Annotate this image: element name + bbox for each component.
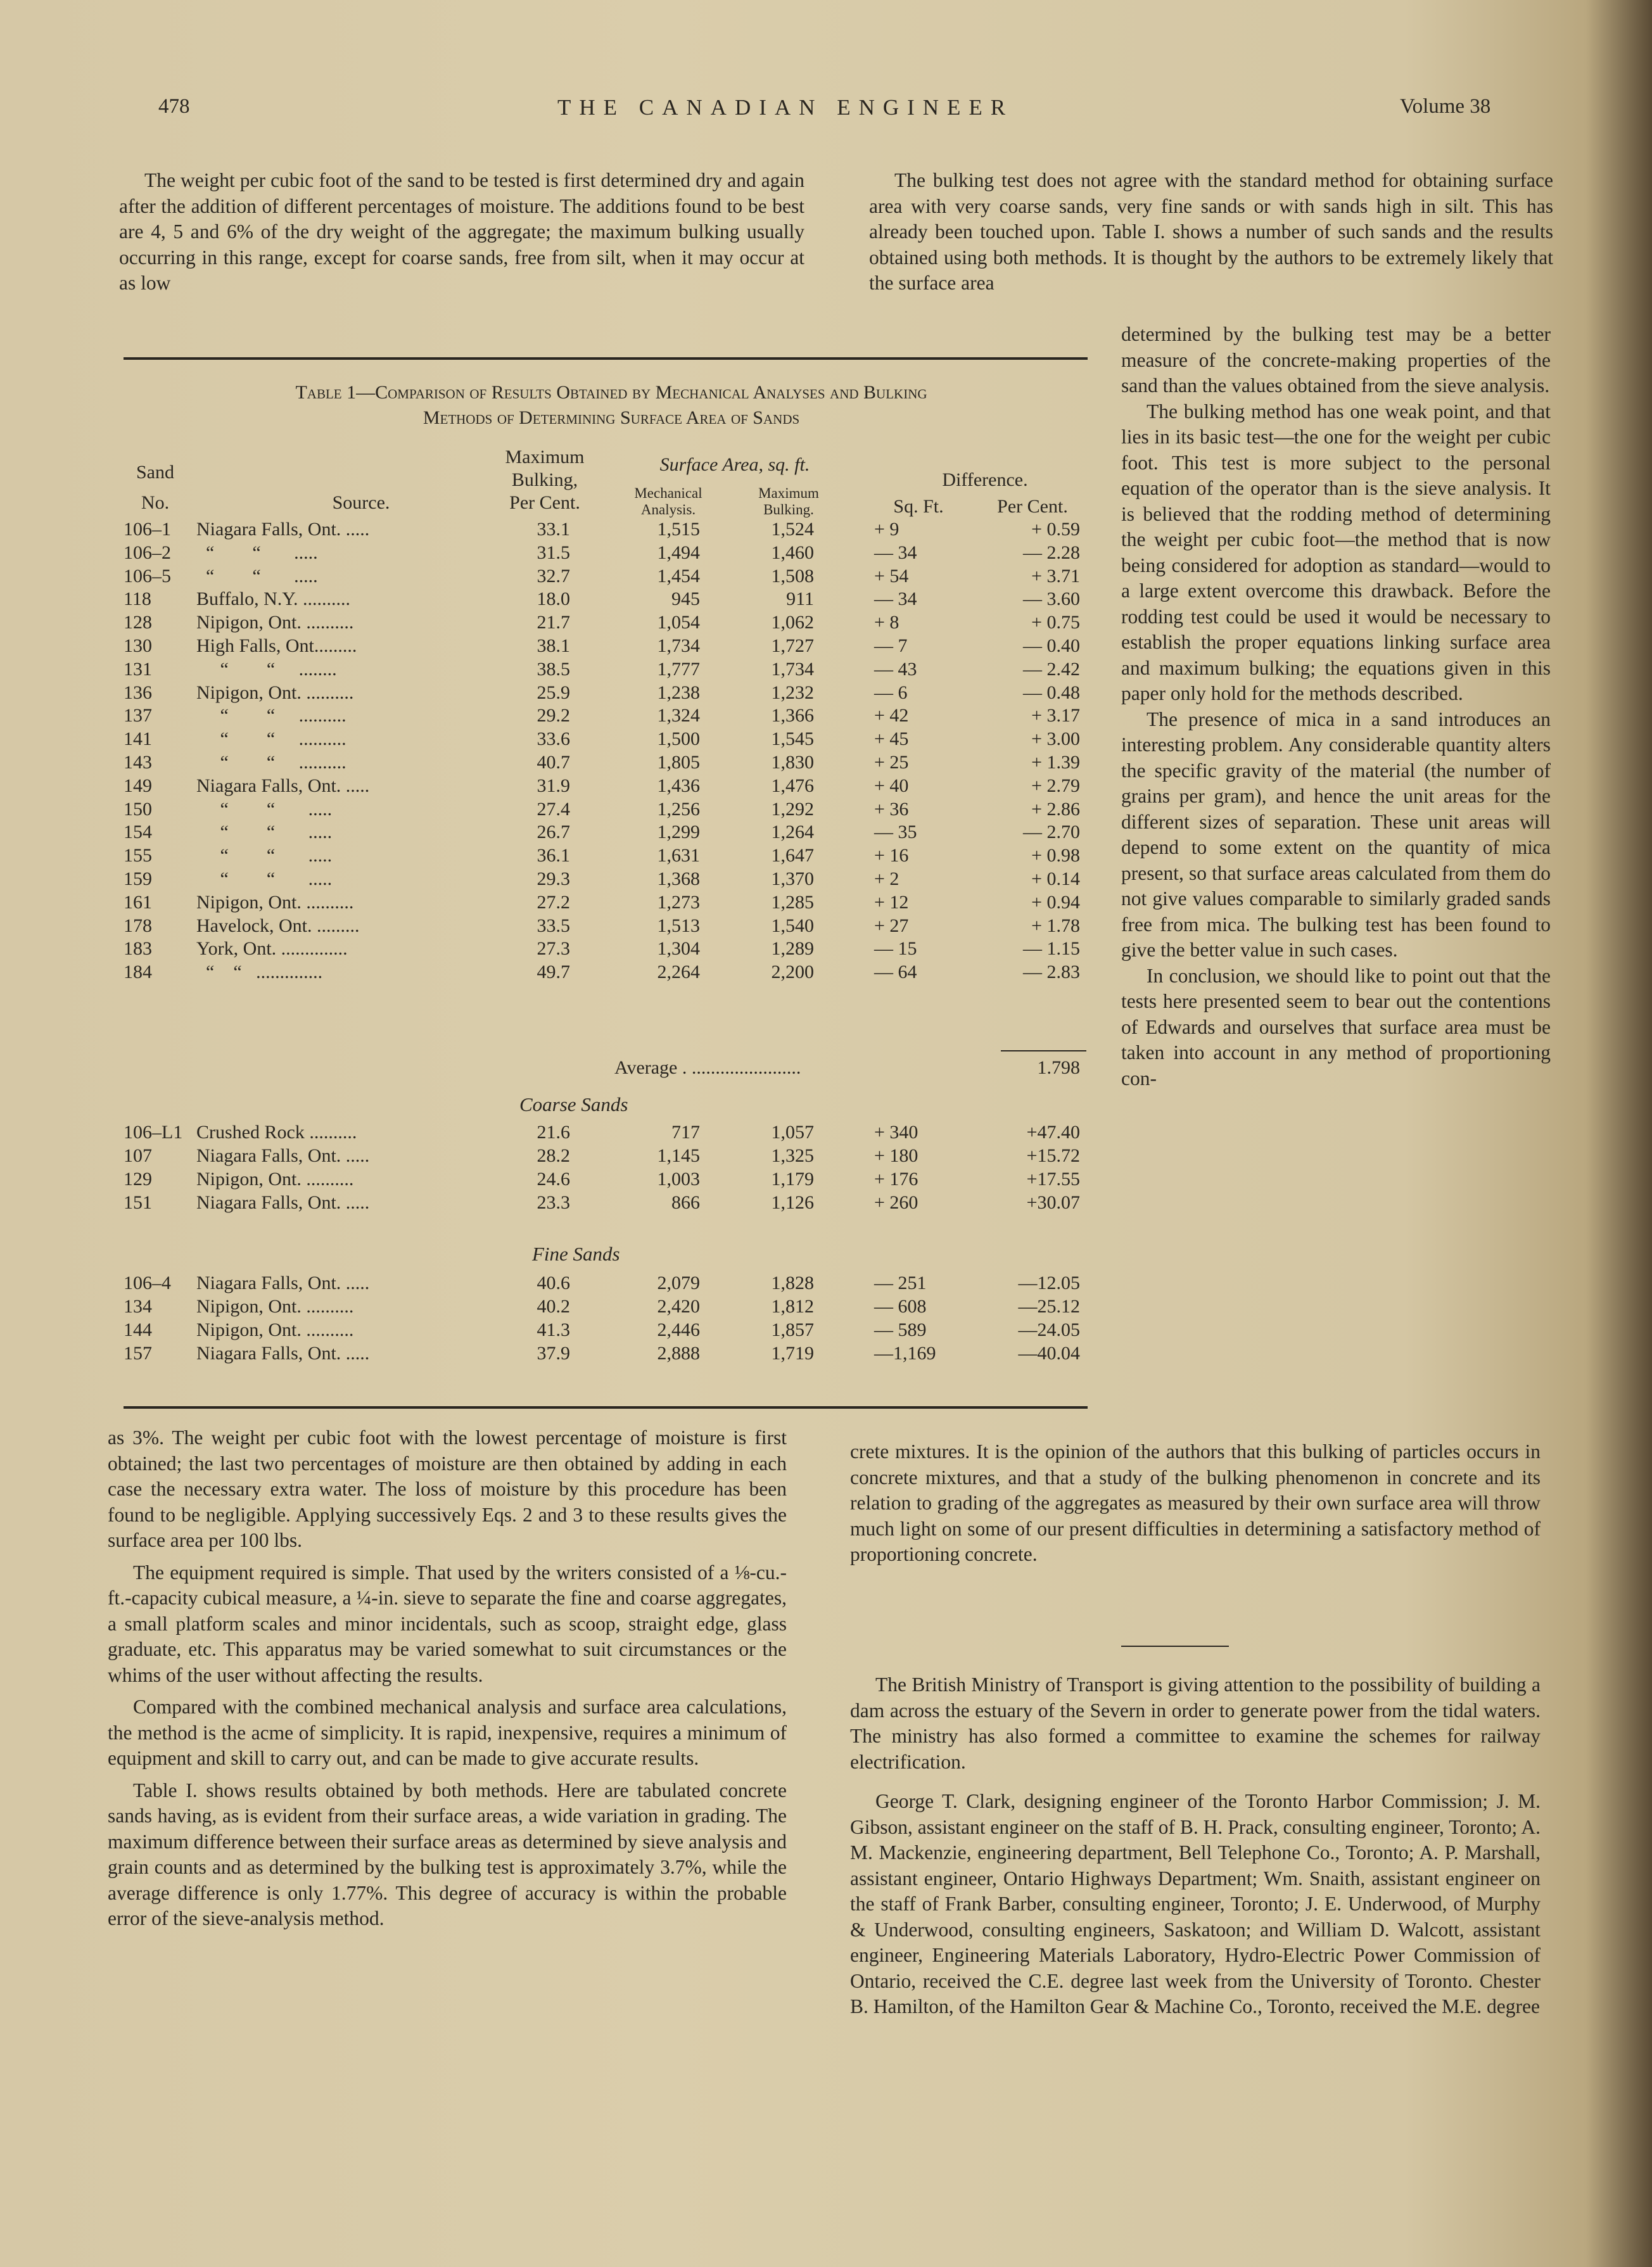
col-header-max1: Maximum <box>505 447 585 467</box>
cell-max-bulking-area: 1,812 <box>771 1296 814 1317</box>
cell-max-bulking: 38.5 <box>537 658 570 680</box>
cell-diff-sqft: — 35 <box>874 822 917 843</box>
cell-diff-sqft: — 589 <box>874 1319 927 1340</box>
col-header-mech1: Mechanical <box>634 485 702 501</box>
table-title-line2: Methods of Determining Surface Area of Sands <box>423 407 800 428</box>
col-header-pct: Per Cent. <box>997 496 1068 517</box>
cell-max-bulking-area: 1,828 <box>771 1273 814 1293</box>
cell-diff-pct: + 0.94 <box>1031 891 1080 913</box>
cell-max-bulking: 33.1 <box>537 519 570 540</box>
cell-max-bulking-area: 911 <box>786 588 814 610</box>
cell-max-bulking: 31.9 <box>537 775 570 796</box>
right-top-paragraph: The bulking test does not agree with the standard method for obtaining surface area with very coarse sands, very fine sands or with sands high in silt. This has already been touched upon. Table I. shows a number of such sands and the results obtained using both methods. It is thought by the authors to be extremely likely that the surface area <box>869 169 1553 294</box>
cell-diff-sqft: + 36 <box>874 798 909 820</box>
cell-mech-analysis: 2,264 <box>657 962 700 983</box>
cell-max-bulking: 29.2 <box>537 705 570 727</box>
cell-mech-analysis: 2,079 <box>657 1273 700 1293</box>
cell-max-bulking-area: 1,325 <box>771 1145 814 1166</box>
cell-max-bulking-area: 1,719 <box>771 1343 814 1364</box>
table-top-rule <box>124 357 1088 360</box>
cell-max-bulking: 36.1 <box>537 845 570 867</box>
news-paragraph-2: George T. Clark, designing engineer of the Toronto Harbor Commission; J. M. Gibson, assistant engineer on the staff of B. H. Prack, consulting engineer, Toronto; A. M. Mackenzie, engineering department, Bell Telephone Co., Toronto; A. P. Marshall, assistant engineer, Ontario Highways Department; Wm. Snaith, assistant engineer on the staff of Frank Barber, consulting engineer, Toronto; J. E. Underwood, of Murphy & Underwood, consulting engineers, Saskatoon; and William D. Walcott, assistant engineer, Engineering Materials Laboratory, Hydro-Electric Power Commission of Ontario, received the C.E. degree last week from the University of Toronto. Chester B. Hamilton, of the Hamilton Gear & Machine Co., Toronto, received the M.E. degree <box>850 1790 1541 2017</box>
cell-source: Nipigon, Ont. .......... <box>196 612 354 633</box>
fine-sands-label: Fine Sands <box>532 1243 620 1265</box>
cell-max-bulking: 41.3 <box>537 1319 570 1340</box>
cell-sand-no: 151 <box>124 1192 152 1213</box>
cell-sand-no: 159 <box>124 868 152 889</box>
cell-max-bulking-area: 1,264 <box>771 822 814 843</box>
cell-source: Nipigon, Ont. .......... <box>196 891 354 913</box>
cell-sand-no: 144 <box>124 1319 152 1340</box>
cell-source: “ “ .......... <box>196 752 346 773</box>
cell-mech-analysis: 1,368 <box>657 868 700 889</box>
cell-diff-pct: + 2.79 <box>1031 775 1080 796</box>
cell-sand-no: 143 <box>124 752 152 773</box>
col-header-no: No. <box>141 492 170 513</box>
cell-source: “ “ .............. <box>196 962 323 983</box>
cell-diff-sqft: — 608 <box>874 1296 927 1317</box>
cell-diff-pct: +17.55 <box>1026 1169 1080 1190</box>
right-bottom-paragraph: crete mixtures. It is the opinion of the authors that this bulking of particles occurs in concrete mixtures, and that a study of the bulking phenomenon in concrete and its relation to grading of the aggregates as measured by their own surface area will throw much light on some of our present difficulties in determining a satisfactory method of proportioning concrete. <box>850 1440 1541 1565</box>
cell-source: York, Ont. .............. <box>196 938 348 960</box>
cell-source: “ “ ..... <box>196 822 333 843</box>
left-top-paragraph: The weight per cubic foot of the sand to be tested is first determined dry and again after the addition of different percentages of moisture. The additions found to be best are 4, 5 and 6% of the dry weight of the aggregate; the maximum bulking usually occurring in this range, except for coarse sands, free from silt, when it may occur at as low <box>119 169 804 294</box>
cell-sand-no: 107 <box>124 1145 152 1166</box>
right-paragraph-1: determined by the bulking test may be a better measure of the concrete-making properties of the sand than the values obtained from the sieve analysis. <box>1121 323 1551 397</box>
cell-max-bulking: 26.7 <box>537 822 570 843</box>
cell-diff-pct: + 0.59 <box>1031 519 1080 540</box>
cell-max-bulking-area: 1,508 <box>771 565 814 587</box>
col-header-sand: Sand <box>136 462 174 483</box>
cell-diff-sqft: — 6 <box>874 682 908 703</box>
cell-diff-sqft: — 34 <box>874 588 917 610</box>
cell-max-bulking: 32.7 <box>537 565 570 587</box>
col-header-difference: Difference. <box>942 469 1028 490</box>
cell-diff-pct: +15.72 <box>1026 1145 1080 1166</box>
cell-source: “ “ ..... <box>196 868 333 889</box>
col-header-max3: Per Cent. <box>509 492 580 513</box>
cell-diff-pct: + 2.86 <box>1031 798 1080 820</box>
right-paragraph-4: In conclusion, we should like to point out that the tests here presented seem to bear out the contentions of Edwards and ourselves that surface area must be taken into account in any method of proportioning con- <box>1121 964 1551 1089</box>
cell-source: “ “ ..... <box>196 845 333 867</box>
cell-mech-analysis: 2,420 <box>657 1296 700 1317</box>
cell-diff-sqft: + 260 <box>874 1192 918 1213</box>
cell-diff-pct: —40.04 <box>1018 1343 1080 1364</box>
cell-diff-pct: —12.05 <box>1018 1273 1080 1293</box>
cell-diff-pct: — 1.15 <box>1023 938 1080 960</box>
cell-mech-analysis: 2,888 <box>657 1343 700 1364</box>
col-header-mech2: Analysis. <box>640 502 696 518</box>
cell-mech-analysis: 1,054 <box>657 612 700 633</box>
cell-sand-no: 134 <box>124 1296 152 1317</box>
cell-source: High Falls, Ont......... <box>196 635 357 656</box>
cell-source: “ “ ..... <box>196 798 333 820</box>
cell-sand-no: 106–1 <box>124 519 171 540</box>
cell-max-bulking-area: 1,366 <box>771 705 814 727</box>
cell-max-bulking: 25.9 <box>537 682 570 703</box>
cell-max-bulking-area: 1,476 <box>771 775 814 796</box>
cell-diff-pct: — 2.28 <box>1023 542 1080 563</box>
cell-source: Nipigon, Ont. .......... <box>196 682 354 703</box>
cell-max-bulking: 49.7 <box>537 962 570 983</box>
cell-max-bulking: 33.6 <box>537 728 570 750</box>
cell-diff-pct: + 3.17 <box>1031 705 1080 727</box>
cell-mech-analysis: 1,436 <box>657 775 700 796</box>
cell-mech-analysis: 1,273 <box>657 891 700 913</box>
cell-diff-sqft: — 43 <box>874 658 917 680</box>
cell-source: Niagara Falls, Ont. ..... <box>196 1145 370 1166</box>
cell-max-bulking-area: 2,200 <box>771 962 814 983</box>
cell-source: Nipigon, Ont. .......... <box>196 1296 354 1317</box>
cell-sand-no: 154 <box>124 822 152 843</box>
cell-diff-sqft: + 12 <box>874 891 909 913</box>
cell-sand-no: 157 <box>124 1343 152 1364</box>
right-paragraph-2: The bulking method has one weak point, and that lies in its basic test—the one for the weight per cubic foot. This test is more subject to the personal equation of the operator than is the sieve analysis. It is believed that the rodding method of determining the weight per cubic foot—the method that is now being considered for adoption as standard—would to a large extent overcome this drawback. Before the rodding test could be used it would be necessary to establish the proper equations linking surface area and maximum bulking; the equations given in this paper only hold for the methods described. <box>1121 400 1551 704</box>
cell-mech-analysis: 1,631 <box>657 845 700 867</box>
cell-diff-pct: +47.40 <box>1026 1122 1080 1143</box>
average-value: 1.798 <box>1037 1057 1080 1078</box>
cell-diff-pct: — 2.83 <box>1023 962 1080 983</box>
left-bottom-paragraph-4: Table I. shows results obtained by both methods. Here are tabulated concrete sands having, as is evident from their surface areas, a wide variation in grading. The maximum difference between their surface areas as determined by sieve analysis and grain counts and as determined by the bulking test is approximately 3.7%, while the average difference is only 1.77%. This degree of accuracy is within the probable error of the sieve-analysis method. <box>108 1779 787 1929</box>
cell-mech-analysis: 1,324 <box>657 705 700 727</box>
cell-source: “ “ .......... <box>196 705 346 727</box>
cell-max-bulking-area: 1,727 <box>771 635 814 656</box>
coarse-sands-label: Coarse Sands <box>519 1093 628 1115</box>
cell-diff-sqft: + 40 <box>874 775 909 796</box>
cell-mech-analysis: 2,446 <box>657 1319 700 1340</box>
cell-max-bulking-area: 1,062 <box>771 612 814 633</box>
table-title-line1: Table 1—Comparison of Results Obtained by Mechanical Analyses and Bulking <box>295 382 927 403</box>
cell-mech-analysis: 1,777 <box>657 658 700 680</box>
cell-sand-no: 137 <box>124 705 152 727</box>
cell-diff-pct: + 0.98 <box>1031 845 1080 867</box>
cell-mech-analysis: 945 <box>671 588 700 610</box>
cell-diff-pct: —25.12 <box>1018 1296 1080 1317</box>
cell-diff-pct: + 0.14 <box>1031 868 1080 889</box>
cell-max-bulking: 40.6 <box>537 1273 570 1293</box>
cell-diff-sqft: — 15 <box>874 938 917 960</box>
cell-mech-analysis: 717 <box>671 1122 700 1143</box>
cell-diff-pct: + 0.75 <box>1031 612 1080 633</box>
page-number: 478 <box>158 95 190 118</box>
cell-diff-sqft: — 7 <box>874 635 908 656</box>
cell-mech-analysis: 1,145 <box>657 1145 700 1166</box>
cell-sand-no: 141 <box>124 728 152 750</box>
cell-sand-no: 161 <box>124 891 152 913</box>
cell-sand-no: 155 <box>124 845 152 867</box>
cell-max-bulking-area: 1,179 <box>771 1169 814 1190</box>
cell-max-bulking-area: 1,460 <box>771 542 814 563</box>
cell-mech-analysis: 1,256 <box>657 798 700 820</box>
col-header-maxb2: Bulking. <box>763 502 814 518</box>
cell-diff-pct: + 3.71 <box>1031 565 1080 587</box>
cell-max-bulking-area: 1,857 <box>771 1319 814 1340</box>
cell-diff-sqft: + 9 <box>874 519 899 540</box>
cell-diff-pct: + 1.39 <box>1031 752 1080 773</box>
journal-title: THE CANADIAN ENGINEER <box>557 95 1014 120</box>
cell-max-bulking-area: 1,545 <box>771 728 814 750</box>
cell-sand-no: 106–L1 <box>124 1122 183 1143</box>
cell-source: “ “ ..... <box>196 565 318 587</box>
cell-max-bulking: 27.4 <box>537 798 570 820</box>
left-bottom-paragraph-1: as 3%. The weight per cubic foot with the lowest percentage of moisture is first obtained; the last two percentages of moisture are then obtained by adding in each case the necessary extra water. The loss of moisture by this procedure has been found to be negligible. Applying successively Eqs. 2 and 3 to these results gives the surface area per 100 lbs. <box>108 1426 787 1551</box>
right-column-text <box>1121 322 1551 1091</box>
cell-max-bulking-area: 1,289 <box>771 938 814 960</box>
average-rule <box>1001 1050 1086 1051</box>
cell-mech-analysis: 1,238 <box>657 682 700 703</box>
cell-diff-pct: + 1.78 <box>1031 915 1080 936</box>
cell-diff-sqft: + 2 <box>874 868 899 889</box>
cell-max-bulking: 21.6 <box>537 1122 570 1143</box>
cell-mech-analysis: 1,494 <box>657 542 700 563</box>
news-column <box>850 1672 1541 2020</box>
col-header-surface-area: Surface Area, sq. ft. <box>659 454 810 475</box>
cell-mech-analysis: 1,805 <box>657 752 700 773</box>
cell-sand-no: 184 <box>124 962 152 983</box>
left-bottom-column <box>108 1425 787 1932</box>
cell-sand-no: 106–5 <box>124 565 171 587</box>
cell-max-bulking: 18.0 <box>537 588 570 610</box>
cell-diff-pct: +30.07 <box>1026 1192 1080 1213</box>
cell-diff-sqft: + 340 <box>874 1122 918 1143</box>
cell-sand-no: 149 <box>124 775 152 796</box>
cell-source: Niagara Falls, Ont. ..... <box>196 519 370 540</box>
cell-sand-no: 183 <box>124 938 152 960</box>
cell-max-bulking-area: 1,232 <box>771 682 814 703</box>
average-label: Average . ....................... <box>614 1057 801 1078</box>
col-header-source: Source. <box>332 492 390 513</box>
cell-max-bulking-area: 1,830 <box>771 752 814 773</box>
cell-sand-no: 178 <box>124 915 152 936</box>
cell-sand-no: 106–4 <box>124 1273 171 1293</box>
cell-max-bulking: 40.2 <box>537 1296 570 1317</box>
cell-diff-sqft: + 54 <box>874 565 909 587</box>
cell-diff-sqft: — 251 <box>874 1273 927 1293</box>
cell-max-bulking-area: 1,370 <box>771 868 814 889</box>
cell-diff-sqft: + 27 <box>874 915 909 936</box>
cell-max-bulking: 29.3 <box>537 868 570 889</box>
cell-max-bulking: 27.2 <box>537 891 570 913</box>
cell-diff-pct: — 2.70 <box>1023 822 1080 843</box>
cell-diff-sqft: + 25 <box>874 752 909 773</box>
cell-source: Niagara Falls, Ont. ..... <box>196 1343 370 1364</box>
cell-diff-sqft: + 42 <box>874 705 909 727</box>
col-header-sqft: Sq. Ft. <box>893 496 944 517</box>
cell-source: Havelock, Ont. ......... <box>196 915 360 936</box>
cell-source: “ “ .......... <box>196 728 346 750</box>
cell-max-bulking: 40.7 <box>537 752 570 773</box>
cell-max-bulking: 31.5 <box>537 542 570 563</box>
left-bottom-paragraph-2: The equipment required is simple. That used by the writers consisted of a ⅛-cu.-ft.-capacity cubical measure, a ¼-in. sieve to separate the fine and coarse aggregates, a small platform scales and minor incidentals, such as scoop, straight edge, glass graduate, etc. This apparatus may be varied somewhat to suit circumstances or the whims of the user without affecting the results. <box>108 1561 787 1686</box>
table-title <box>124 380 1099 431</box>
cell-diff-sqft: — 64 <box>874 962 917 983</box>
cell-max-bulking-area: 1,292 <box>771 798 814 820</box>
section-divider <box>1121 1646 1229 1647</box>
cell-diff-sqft: — 34 <box>874 542 917 563</box>
cell-sand-no: 118 <box>124 588 151 610</box>
cell-source: Niagara Falls, Ont. ..... <box>196 1273 370 1293</box>
volume-label: Volume 38 <box>1400 95 1491 118</box>
cell-mech-analysis: 866 <box>671 1192 700 1213</box>
cell-sand-no: 150 <box>124 798 152 820</box>
cell-sand-no: 128 <box>124 612 152 633</box>
cell-diff-sqft: + 180 <box>874 1145 918 1166</box>
cell-sand-no: 131 <box>124 658 152 680</box>
news-paragraph-1: The British Ministry of Transport is giving attention to the possibility of building a dam across the estuary of the Severn in order to generate power from the tidal waters. The ministry has also formed a committee to examine the schemes for railway electrification. <box>850 1673 1541 1773</box>
cell-max-bulking-area: 1,524 <box>771 519 814 540</box>
cell-diff-pct: + 3.00 <box>1031 728 1080 750</box>
cell-sand-no: 130 <box>124 635 152 656</box>
cell-diff-sqft: + 45 <box>874 728 909 750</box>
right-paragraph-3: The presence of mica in a sand introduces an interesting problem. Any considerable quantity alters the specific gravity of the material (the number of grains per gram), and hence the unit areas for the different sizes of separation. These unit areas will depend to some extent on the quantity of mica present, so that surface areas calculated from them do not give values comparable to similarly graded sands free from mica. The bulking test has been found to give the better value in such cases. <box>1121 708 1551 961</box>
cell-mech-analysis: 1,454 <box>657 565 700 587</box>
cell-mech-analysis: 1,304 <box>657 938 700 960</box>
cell-max-bulking-area: 1,540 <box>771 915 814 936</box>
cell-max-bulking: 21.7 <box>537 612 570 633</box>
cell-diff-pct: — 2.42 <box>1023 658 1080 680</box>
cell-source: Buffalo, N.Y. .......... <box>196 588 351 610</box>
cell-max-bulking: 24.6 <box>537 1169 570 1190</box>
col-header-max2: Bulking, <box>511 469 578 490</box>
cell-sand-no: 106–2 <box>124 542 171 563</box>
cell-diff-sqft: + 8 <box>874 612 899 633</box>
cell-max-bulking-area: 1,057 <box>771 1122 814 1143</box>
cell-max-bulking: 23.3 <box>537 1192 570 1213</box>
cell-mech-analysis: 1,515 <box>657 519 700 540</box>
cell-diff-pct: —24.05 <box>1018 1319 1080 1340</box>
cell-mech-analysis: 1,734 <box>657 635 700 656</box>
cell-sand-no: 129 <box>124 1169 152 1190</box>
cell-diff-sqft: —1,169 <box>874 1343 936 1364</box>
cell-source: Crushed Rock .......... <box>196 1122 357 1143</box>
cell-source: Niagara Falls, Ont. ..... <box>196 775 370 796</box>
cell-source: “ “ ........ <box>196 658 337 680</box>
cell-source: Niagara Falls, Ont. ..... <box>196 1192 370 1213</box>
cell-source: Nipigon, Ont. .......... <box>196 1319 354 1340</box>
cell-diff-sqft: + 176 <box>874 1169 918 1190</box>
cell-source: “ “ ..... <box>196 542 318 563</box>
table-bottom-rule <box>124 1406 1088 1409</box>
cell-diff-pct: — 0.40 <box>1023 635 1080 656</box>
col-header-maxb1: Maximum <box>758 485 819 501</box>
cell-max-bulking: 38.1 <box>537 635 570 656</box>
left-bottom-paragraph-3: Compared with the combined mechanical analysis and surface area calculations, the method is the acme of simplicity. It is rapid, inexpensive, requires a minimum of equipment and skill to carry out, and can be made to give accurate results. <box>108 1696 787 1769</box>
cell-max-bulking-area: 1,285 <box>771 891 814 913</box>
cell-max-bulking: 28.2 <box>537 1145 570 1166</box>
cell-max-bulking: 33.5 <box>537 915 570 936</box>
cell-diff-pct: — 0.48 <box>1023 682 1080 703</box>
cell-max-bulking-area: 1,647 <box>771 845 814 867</box>
cell-max-bulking-area: 1,126 <box>771 1192 814 1213</box>
cell-max-bulking: 37.9 <box>537 1343 570 1364</box>
cell-mech-analysis: 1,513 <box>657 915 700 936</box>
cell-max-bulking: 27.3 <box>537 938 570 960</box>
cell-diff-pct: — 3.60 <box>1023 588 1080 610</box>
cell-source: Nipigon, Ont. .......... <box>196 1169 354 1190</box>
cell-mech-analysis: 1,500 <box>657 728 700 750</box>
cell-diff-sqft: + 16 <box>874 845 909 867</box>
cell-max-bulking-area: 1,734 <box>771 658 814 680</box>
cell-mech-analysis: 1,003 <box>657 1169 700 1190</box>
cell-mech-analysis: 1,299 <box>657 822 700 843</box>
cell-sand-no: 136 <box>124 682 152 703</box>
